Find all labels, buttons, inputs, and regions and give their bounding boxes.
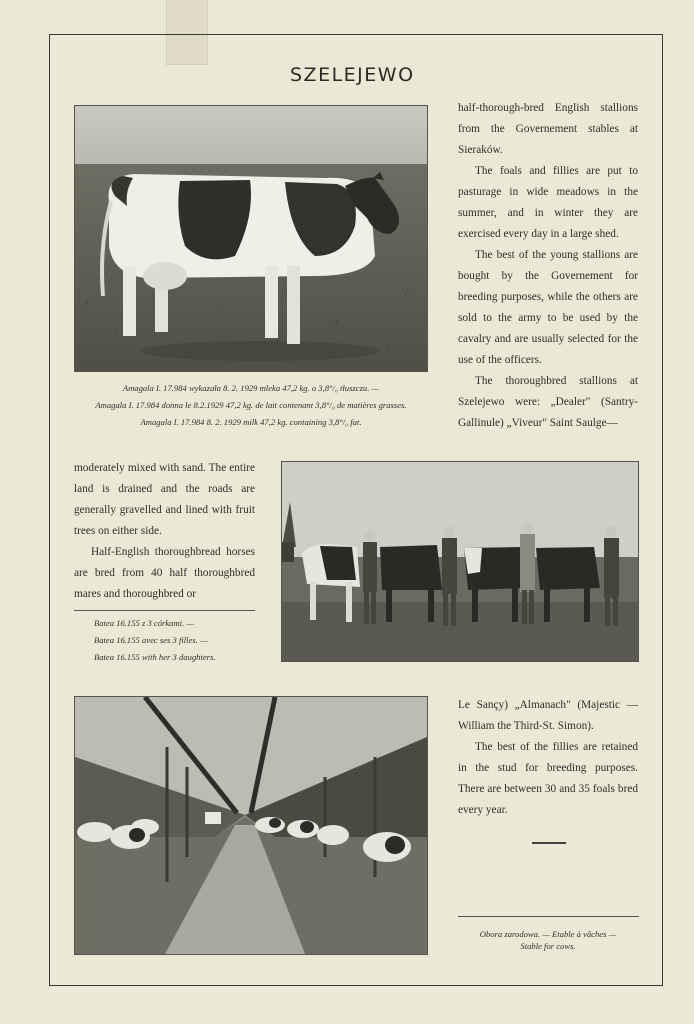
top-text-column <box>458 98 638 434</box>
caption-herd-polish: Batea 16.155 z 3 córkami. — <box>94 618 195 628</box>
caption-herd-english: Batea 16.155 with her 3 daughters. <box>94 652 216 662</box>
caption-stable <box>452 926 644 955</box>
cow-photo <box>74 105 428 372</box>
caption-cow-polish: Amagala I. 17.984 wykazała 8. 2. 1929 mleka 47,2 kg. o 3,8°/₀ tłuszczu. — <box>122 383 380 393</box>
middle-paragraph-1: moderately mixed with sand. The entire land is drained and the roads are generally gravelled and lined with fruit trees on either side. <box>74 462 255 537</box>
herd-photo <box>281 461 639 662</box>
top-paragraph-3: The best of the young stallions are bought by the Governement for breeding purposes, while the others are sold to the army to be used by the cavalry and are usually selected for the use of the officers. <box>458 249 638 366</box>
top-paragraph-2: The foals and fillies are put to pasturage in wide meadows in the summer, and in winter they are exercised every day in a large shed. <box>458 165 638 240</box>
section-end-divider <box>532 842 566 844</box>
caption-cow <box>70 380 432 431</box>
middle-paragraph-2: Half-English thoroughbread horses are bred from 40 half thoroughbred mares and thoroughbred or <box>74 546 255 600</box>
stable-photo <box>74 696 428 955</box>
caption-herd <box>74 615 255 666</box>
caption-herd-french: Batea 16.155 avec ses 3 filles. — <box>94 635 208 645</box>
top-paragraph-4: The thoroughbred stallions at Szelejewo were: „Dealer" (Santry-Gallinule) „Viveur" Saint Saulge— <box>458 375 638 429</box>
top-paragraph-1: half-thorough-bred English stallions from the Governement stables at Sieraków. <box>458 102 638 156</box>
caption-cow-french: Amagala I. 17.984 donna le 8.2.1929 47,2 kg. de lait contenant 3,8°/₀ de matières grasses. <box>95 400 407 410</box>
bottom-text-column <box>458 695 638 821</box>
bottom-paragraph-2: The best of the fillies are retained in the stud for breeding purposes. There are between 30 and 35 foals bred every year. <box>458 741 638 816</box>
caption-stable-line-1: Obora zarodowa. — Etable à vâches — <box>479 929 617 939</box>
middle-text-column <box>74 458 255 605</box>
caption-stable-line-2: Stable for cows. <box>520 941 576 951</box>
caption-stable-divider <box>458 916 639 917</box>
caption-cow-english: Amagala I. 17.984 8. 2. 1929 milk 47,2 kg. containing 3,8°/₀ fat. <box>140 417 362 427</box>
caption-divider <box>74 610 255 611</box>
bottom-paragraph-1: Le Sançy) „Almanach" (Majestic — William the Third-St. Simon). <box>458 699 638 732</box>
page-title: SZELEJEWO <box>290 64 415 86</box>
